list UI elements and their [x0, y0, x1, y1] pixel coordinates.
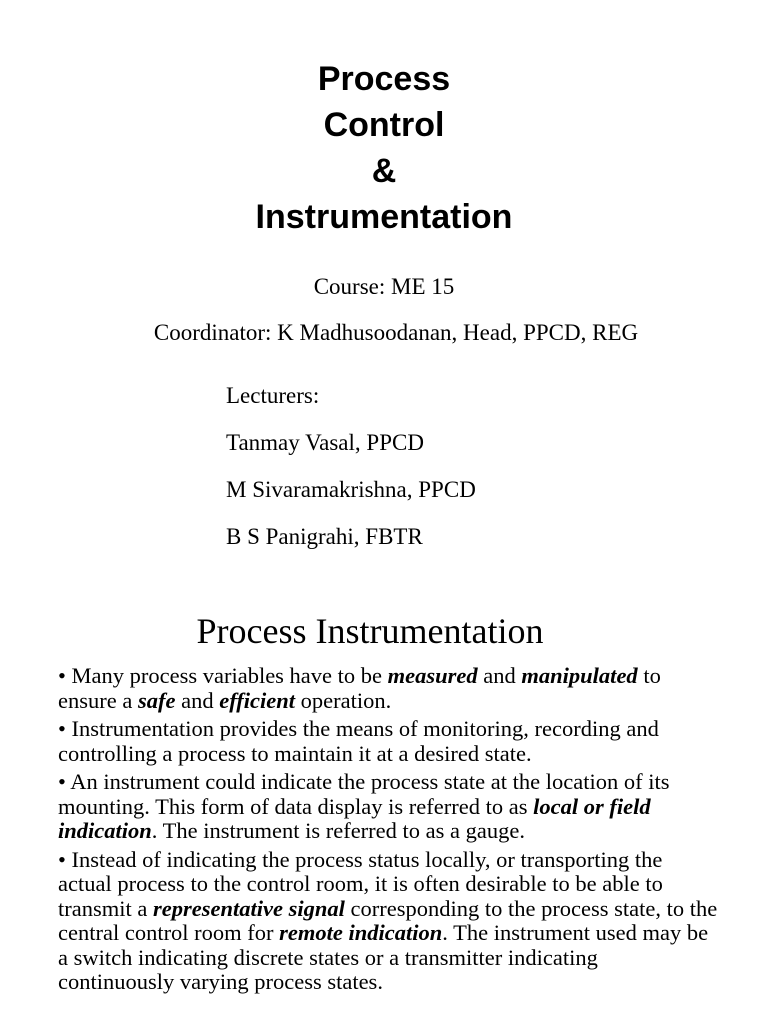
emphasis-text: safe: [137, 687, 176, 713]
bullet-item: [58, 770, 718, 844]
bullet-item: [58, 664, 718, 713]
bullet-text: and: [175, 687, 220, 713]
bullet-text: corresponding to the process state, to the central control room for: [58, 895, 718, 945]
emphasis-text: remote indication: [279, 920, 443, 945]
lecturer-name: Tanmay Vasal, PPCD: [226, 430, 424, 455]
emphasis-text: local or field indication: [58, 793, 651, 843]
bullet-text: operation.: [295, 687, 392, 713]
bullet-item: [58, 717, 718, 766]
title-line-3: &: [371, 152, 397, 190]
bullet-text: . The instrument is referred to as a gauge.: [151, 818, 525, 843]
course-code: Course: ME 15: [313, 274, 455, 299]
section-title: Process Instrumentation: [196, 611, 544, 651]
lecturer-name: M Sivaramakrishna, PPCD: [226, 477, 476, 502]
emphasis-text: representative signal: [152, 895, 345, 921]
bullet-text: and: [477, 663, 522, 688]
document-title: [0, 56, 768, 240]
lecturer-name: B S Panigrahi, FBTR: [226, 524, 423, 549]
bullet-text: • Instead of indicating the process status locally, or transporting the actual process to the control room, it is often desirable to be able to transmit a: [58, 846, 663, 921]
lecturers-list: [226, 382, 476, 570]
coordinator: Coordinator: K Madhusoodanan, Head, PPCD, REG: [153, 320, 639, 345]
bullet-text: • An instrument could indicate the process state at the location of its mounting. This form of data display is referred to as: [58, 769, 670, 819]
bullet-item: [58, 848, 718, 995]
bullet-text: • Many process variables have to be: [58, 663, 388, 688]
title-line-2: Control: [323, 106, 445, 144]
lecturers-heading: Lecturers:: [226, 383, 320, 408]
title-line-1: Process: [317, 60, 451, 98]
bullet-text: • Instrumentation provides the means of monitoring, recording and controlling a process to maintain it at a desired state.: [58, 716, 659, 766]
bullet-text: to ensure a: [58, 663, 661, 713]
emphasis-text: efficient: [219, 687, 296, 713]
bullet-list: [58, 664, 718, 999]
bullet-text: . The instrument used may be a switch indicating discrete states or a transmitter indicating continuously varying process states.: [58, 920, 709, 994]
title-line-4: Instrumentation: [255, 198, 513, 236]
emphasis-text: measured: [387, 663, 478, 688]
emphasis-text: manipulated: [521, 663, 638, 688]
